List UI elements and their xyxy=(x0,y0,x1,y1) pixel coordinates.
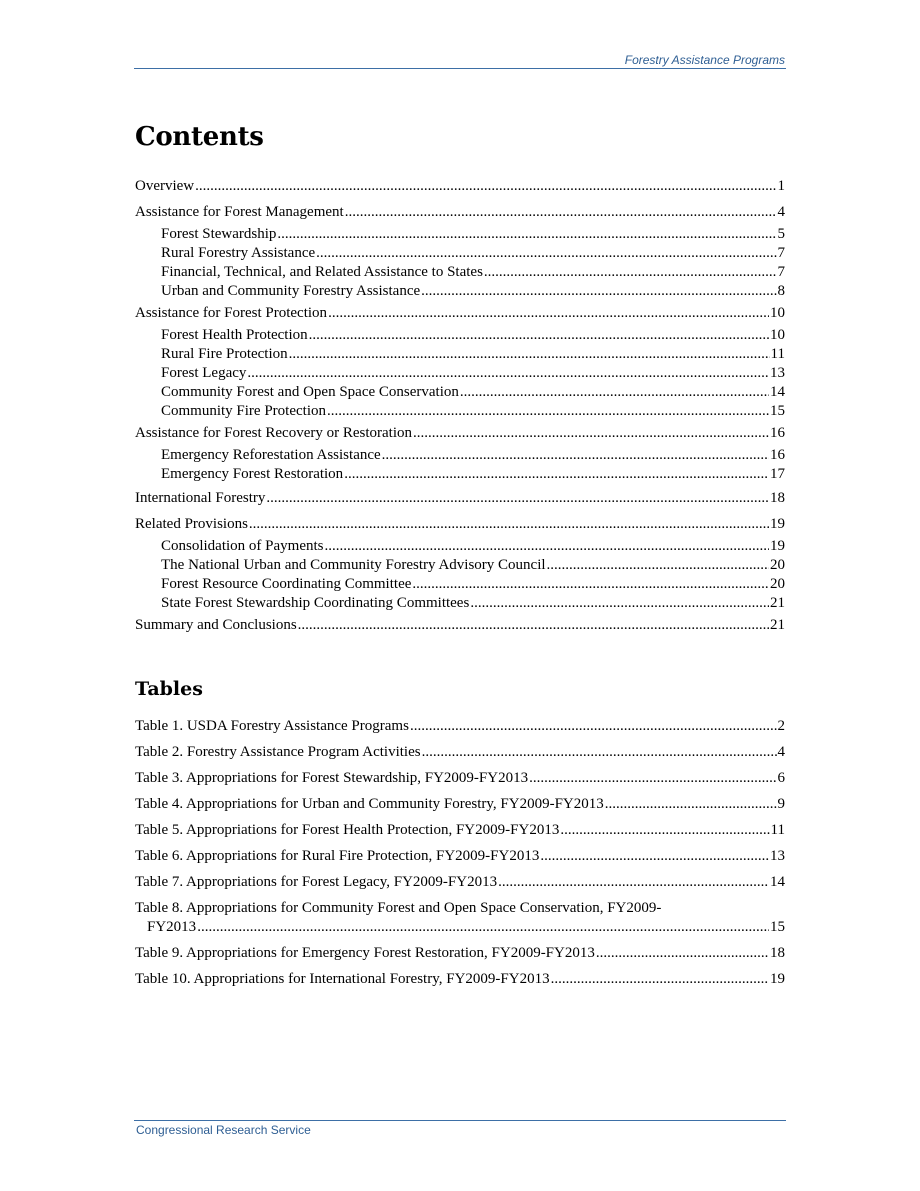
toc-entry[interactable] xyxy=(135,424,785,443)
toc-entry-label: Community Forest and Open Space Conservation xyxy=(161,384,459,400)
running-header: Forestry Assistance Programs xyxy=(624,53,785,67)
toc-group-international xyxy=(135,489,785,508)
toc-entry-page: 7 xyxy=(777,264,785,280)
dot-leader xyxy=(316,244,776,263)
toc-subentry[interactable] xyxy=(135,383,785,402)
table-entry-page: 4 xyxy=(777,744,785,760)
toc-subentry[interactable] xyxy=(135,556,785,575)
toc-subentry[interactable] xyxy=(135,225,785,244)
table-entry-page: 14 xyxy=(770,874,785,890)
table-entry-page: 11 xyxy=(770,822,785,838)
toc-entry-label: Emergency Reforestation Assistance xyxy=(161,447,381,463)
toc-entry-page: 18 xyxy=(770,490,785,506)
table-entry-page: 9 xyxy=(777,796,785,812)
table-entry[interactable] xyxy=(135,899,785,937)
toc-entry[interactable] xyxy=(135,177,785,196)
toc-entry-label: Summary and Conclusions xyxy=(135,617,297,633)
table-entry-label: Table 4. Appropriations for Urban and Community Forestry, FY2009-FY2013 xyxy=(135,796,604,812)
table-entry-label: Table 8. Appropriations for Community Forest and Open Space Conservation, FY2009- xyxy=(135,900,662,916)
dot-leader xyxy=(484,263,777,282)
toc-entry-page: 10 xyxy=(770,305,785,321)
toc-entry-label: Emergency Forest Restoration xyxy=(161,466,344,482)
dot-leader xyxy=(412,575,769,594)
table-entry[interactable] xyxy=(135,970,785,989)
toc-entry[interactable] xyxy=(135,203,785,222)
toc-entry-label: Assistance for Forest Protection xyxy=(135,305,328,321)
dot-leader xyxy=(298,616,769,635)
toc-subentry[interactable] xyxy=(135,537,785,556)
table-entry[interactable] xyxy=(135,795,785,814)
toc-subentry[interactable] xyxy=(135,465,785,484)
toc-entry-page: 14 xyxy=(770,384,785,400)
toc-subentry[interactable] xyxy=(135,575,785,594)
toc-entry-label: Community Fire Protection xyxy=(161,403,326,419)
toc-entry-label: International Forestry xyxy=(135,490,266,506)
table-entry-label: Table 3. Appropriations for Forest Stewardship, FY2009-FY2013 xyxy=(135,770,529,786)
toc-entry[interactable] xyxy=(135,304,785,323)
dot-leader xyxy=(413,424,769,443)
toc-entry-page: 10 xyxy=(770,327,785,343)
toc-entry-label: Forest Stewardship xyxy=(161,226,277,242)
toc-entry-page: 4 xyxy=(777,204,785,220)
table-entry[interactable] xyxy=(135,743,785,762)
dot-leader xyxy=(529,769,776,788)
toc-entry-page: 21 xyxy=(770,617,785,633)
toc-entry-label: Urban and Community Forestry Assistance xyxy=(161,283,421,299)
dot-leader xyxy=(498,873,769,892)
dot-leader xyxy=(547,556,769,575)
dot-leader xyxy=(344,465,769,484)
table-entry-label: Table 7. Appropriations for Forest Legacy, FY2009-FY2013 xyxy=(135,874,498,890)
toc-subentry[interactable] xyxy=(135,244,785,263)
toc-entry-label: Overview xyxy=(135,178,195,194)
table-entry-label: Table 10. Appropriations for International Forestry, FY2009-FY2013 xyxy=(135,971,550,987)
table-entry-page: 19 xyxy=(770,971,785,987)
toc-entry-page: 5 xyxy=(777,226,785,242)
toc-entry-page: 19 xyxy=(770,516,785,532)
dot-leader xyxy=(410,717,777,736)
table-entry-label-cont: FY2013 xyxy=(147,919,197,935)
toc-entry-label: Forest Resource Coordinating Committee xyxy=(161,576,412,592)
toc-group-related xyxy=(135,515,785,635)
table-entry-label: Table 1. USDA Forestry Assistance Programs xyxy=(135,718,409,734)
toc-group-overview xyxy=(135,177,785,196)
toc-entry[interactable] xyxy=(135,489,785,508)
toc-subentry[interactable] xyxy=(135,402,785,421)
toc-entry-page: 21 xyxy=(770,595,785,611)
toc-entry-label: State Forest Stewardship Coordinating Committees xyxy=(161,595,470,611)
toc-entry-page: 11 xyxy=(770,346,785,362)
table-entry-page: 6 xyxy=(777,770,785,786)
toc-subentry[interactable] xyxy=(135,364,785,383)
tables-list xyxy=(135,717,785,989)
toc-entry-page: 16 xyxy=(770,425,785,441)
toc-entry-label: Assistance for Forest Management xyxy=(135,204,344,220)
toc-entry-label: Rural Forestry Assistance xyxy=(161,245,316,261)
footer-divider xyxy=(134,1120,786,1121)
table-entry[interactable] xyxy=(135,821,785,840)
toc-entry-page: 8 xyxy=(777,283,785,299)
table-entry-page: 18 xyxy=(770,945,785,961)
toc-subentry[interactable] xyxy=(135,326,785,345)
dot-leader xyxy=(266,489,769,508)
table-entry-label: Table 6. Appropriations for Rural Fire Protection, FY2009-FY2013 xyxy=(135,848,540,864)
toc-entry-page: 17 xyxy=(770,466,785,482)
table-entry-label: Table 5. Appropriations for Forest Health Protection, FY2009-FY2013 xyxy=(135,822,560,838)
dot-leader xyxy=(327,402,769,421)
toc-subentry[interactable] xyxy=(135,263,785,282)
toc-entry-page: 19 xyxy=(770,538,785,554)
table-entry[interactable] xyxy=(135,769,785,788)
dot-leader xyxy=(345,203,777,222)
toc-entry-page: 13 xyxy=(770,365,785,381)
toc-subentry[interactable] xyxy=(135,594,785,613)
toc-entry[interactable] xyxy=(135,515,785,534)
dot-leader xyxy=(422,743,777,762)
toc-entry-page: 7 xyxy=(777,245,785,261)
toc-entry-page: 15 xyxy=(770,403,785,419)
tables-heading: Tables xyxy=(135,678,203,700)
dot-leader xyxy=(195,177,776,196)
dot-leader xyxy=(328,304,769,323)
table-entry-page: 15 xyxy=(770,919,785,935)
toc-entry-label: Forest Health Protection xyxy=(161,327,308,343)
toc-entry-page: 20 xyxy=(770,576,785,592)
dot-leader xyxy=(560,821,769,840)
dot-leader xyxy=(247,364,769,383)
table-entry[interactable] xyxy=(135,873,785,892)
dot-leader xyxy=(289,345,770,364)
dot-leader xyxy=(470,594,769,613)
toc-entry-label: Related Provisions xyxy=(135,516,248,532)
table-entry-label: Table 2. Forestry Assistance Program Activities xyxy=(135,744,421,760)
dot-leader xyxy=(421,282,776,301)
table-entry-label: Table 9. Appropriations for Emergency Forest Restoration, FY2009-FY2013 xyxy=(135,945,595,961)
table-entry[interactable] xyxy=(135,944,785,963)
toc-entry-label: Forest Legacy xyxy=(161,365,247,381)
dot-leader xyxy=(249,515,769,534)
toc-entry-label: Financial, Technical, and Related Assistance to States xyxy=(161,264,483,280)
table-entry[interactable] xyxy=(135,847,785,866)
dot-leader xyxy=(551,970,769,989)
table-entry-page: 2 xyxy=(777,718,785,734)
dot-leader xyxy=(197,918,769,937)
dot-leader xyxy=(540,847,769,866)
toc-entry-page: 1 xyxy=(777,178,785,194)
dot-leader xyxy=(605,795,777,814)
running-footer: Congressional Research Service xyxy=(136,1123,311,1137)
toc-subentry[interactable] xyxy=(135,446,785,465)
toc-entry-label: Assistance for Forest Recovery or Restoration xyxy=(135,425,413,441)
toc-entry-page: 20 xyxy=(770,557,785,573)
toc-group-management xyxy=(135,203,785,484)
contents-heading: Contents xyxy=(135,122,264,152)
dot-leader xyxy=(309,326,769,345)
toc-entry-page: 16 xyxy=(770,447,785,463)
toc-subentry[interactable] xyxy=(135,282,785,301)
toc-subentry[interactable] xyxy=(135,345,785,364)
dot-leader xyxy=(596,944,769,963)
dot-leader xyxy=(277,225,776,244)
table-entry-page: 13 xyxy=(770,848,785,864)
toc-entry[interactable] xyxy=(135,616,785,635)
toc-entry-label: The National Urban and Community Forestry Advisory Council xyxy=(161,557,546,573)
toc-entry-label: Rural Fire Protection xyxy=(161,346,288,362)
dot-leader xyxy=(325,537,770,556)
dot-leader xyxy=(460,383,769,402)
toc-entry-label: Consolidation of Payments xyxy=(161,538,324,554)
header-divider xyxy=(134,68,786,69)
table-entry[interactable] xyxy=(135,717,785,736)
dot-leader xyxy=(382,446,769,465)
